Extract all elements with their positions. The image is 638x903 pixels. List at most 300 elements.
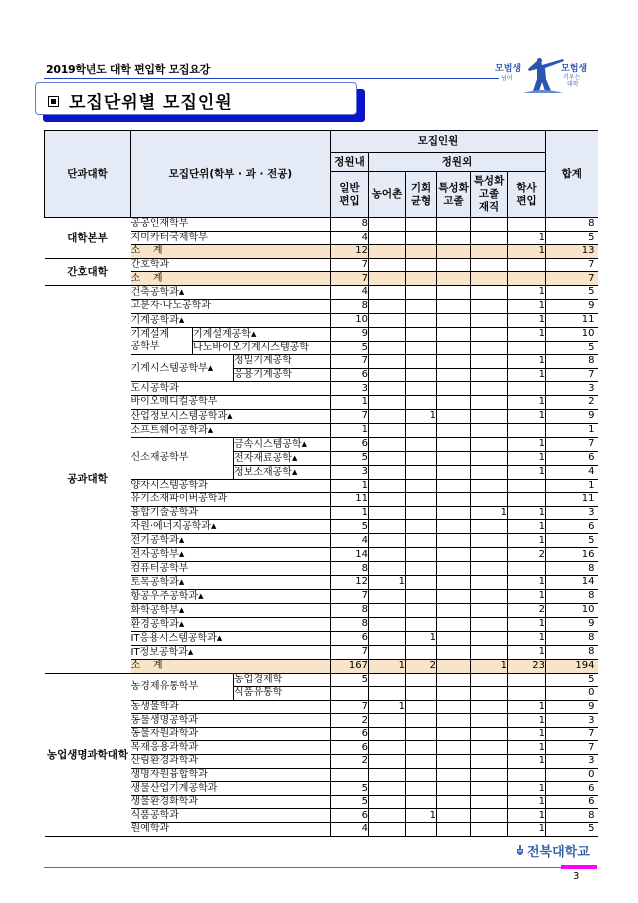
- header-special: 특성화 고졸: [437, 172, 471, 218]
- count-total: 5: [546, 285, 598, 299]
- count-bachelor: [508, 218, 546, 232]
- count-farm: 1: [369, 575, 406, 589]
- count-farm: [369, 258, 406, 272]
- count-special-work: [471, 687, 508, 701]
- document-title: 2019학년도 대학 편입학 모집요강: [46, 63, 210, 76]
- count-farm: [369, 465, 406, 479]
- unit-name: 소프트웨어공학과▲: [131, 423, 331, 437]
- count-farm: [369, 479, 406, 493]
- major-name: 정보소재공학▲: [234, 465, 331, 479]
- unit-name: 산업정보시스템공학과▲: [131, 409, 331, 423]
- count-general: 12: [331, 575, 369, 589]
- count-equal: [406, 795, 437, 809]
- count-bachelor: 1: [508, 327, 546, 341]
- count-equal: 1: [406, 631, 437, 645]
- department-group: 농경제유통학부: [131, 673, 234, 700]
- count-general: 2: [331, 714, 369, 728]
- count-total: 3: [546, 755, 598, 769]
- count-total: 7: [546, 368, 598, 382]
- count-general: 5: [331, 795, 369, 809]
- slogan-left: 모범생: [495, 64, 522, 74]
- college-name: 간호대학: [45, 258, 131, 285]
- triangle-marker-icon: ▲: [187, 647, 194, 656]
- count-bachelor: 1: [508, 589, 546, 603]
- triangle-marker-icon: ▲: [178, 536, 185, 545]
- count-equal: [406, 782, 437, 796]
- unit-name: 동물자원과학과: [131, 727, 331, 741]
- count-farm: [369, 437, 406, 451]
- count-bachelor: [508, 768, 546, 782]
- count-general: 4: [331, 823, 369, 837]
- count-general: 12: [331, 245, 369, 259]
- department-group: 신소재공학부: [131, 437, 234, 479]
- unit-name: 항공우주공학과▲: [131, 589, 331, 603]
- count-total: 7: [546, 272, 598, 286]
- university-slogan-logo: [493, 57, 593, 95]
- unit-name: 자원·에너지공학과▲: [131, 520, 331, 534]
- count-total: 16: [546, 548, 598, 562]
- unit-name: 공공인재학부: [131, 218, 331, 232]
- count-general: 5: [331, 673, 369, 687]
- unit-name: 동물생명공학과: [131, 714, 331, 728]
- unit-name: 간호학과: [131, 258, 331, 272]
- count-special: [437, 299, 471, 313]
- header-equal: 기회 균형: [406, 172, 437, 218]
- count-general: 7: [331, 409, 369, 423]
- count-equal: [406, 299, 437, 313]
- count-special: [437, 631, 471, 645]
- count-special: [437, 437, 471, 451]
- count-bachelor: 2: [508, 603, 546, 617]
- count-special-work: [471, 231, 508, 245]
- count-special-work: [471, 768, 508, 782]
- count-general: 4: [331, 534, 369, 548]
- count-total: 10: [546, 603, 598, 617]
- college-name: 대학본부: [45, 218, 131, 259]
- unit-name: 토목공학과▲: [131, 575, 331, 589]
- count-total: 6: [546, 795, 598, 809]
- count-bachelor: 2: [508, 548, 546, 562]
- count-equal: [406, 258, 437, 272]
- count-special: [437, 687, 471, 701]
- count-farm: [369, 673, 406, 687]
- table-row: [45, 285, 598, 299]
- header-inside: 정원내: [331, 153, 369, 172]
- count-total: 194: [546, 659, 598, 673]
- count-total: 4: [546, 465, 598, 479]
- count-bachelor: [508, 382, 546, 396]
- count-farm: [369, 368, 406, 382]
- count-total: 1: [546, 423, 598, 437]
- unit-name: 컴퓨터공학부: [131, 562, 331, 576]
- count-special-work: [471, 437, 508, 451]
- count-general: 6: [331, 809, 369, 823]
- svg-text:키우는: 키우는: [563, 74, 581, 81]
- count-equal: 1: [406, 409, 437, 423]
- count-bachelor: 1: [508, 368, 546, 382]
- count-total: 11: [546, 313, 598, 327]
- count-special: [437, 755, 471, 769]
- count-general: 1: [331, 395, 369, 409]
- count-equal: 2: [406, 659, 437, 673]
- count-general: 14: [331, 548, 369, 562]
- count-bachelor: 1: [508, 245, 546, 259]
- count-farm: [369, 520, 406, 534]
- count-bachelor: 23: [508, 659, 546, 673]
- unit-name: 전자공학부▲: [131, 548, 331, 562]
- count-bachelor: [508, 423, 546, 437]
- count-bachelor: 1: [508, 437, 546, 451]
- triangle-marker-icon: ▲: [178, 619, 185, 628]
- count-special-work: [471, 714, 508, 728]
- count-farm: [369, 687, 406, 701]
- count-special: [437, 231, 471, 245]
- count-bachelor: 1: [508, 313, 546, 327]
- count-general: 6: [331, 368, 369, 382]
- count-special: [437, 714, 471, 728]
- count-special: [437, 603, 471, 617]
- table-row: [45, 673, 598, 687]
- person-silhouette-icon: [523, 58, 564, 93]
- count-equal: [406, 285, 437, 299]
- count-equal: [406, 493, 437, 507]
- footer-rule: [44, 867, 597, 868]
- header-bachelor: 학사 편입: [508, 172, 546, 218]
- count-special-work: [471, 673, 508, 687]
- count-general: 7: [331, 700, 369, 714]
- count-bachelor: 1: [508, 299, 546, 313]
- count-special: [437, 727, 471, 741]
- count-equal: [406, 218, 437, 232]
- university-name: 전북대학교: [527, 845, 590, 860]
- count-special-work: [471, 741, 508, 755]
- count-special: [437, 741, 471, 755]
- count-general: 7: [331, 589, 369, 603]
- count-special-work: [471, 617, 508, 631]
- count-farm: [369, 548, 406, 562]
- count-equal: [406, 741, 437, 755]
- count-special: [437, 423, 471, 437]
- count-special: [437, 327, 471, 341]
- count-bachelor: 1: [508, 285, 546, 299]
- count-special-work: [471, 589, 508, 603]
- count-general: 8: [331, 218, 369, 232]
- count-general: 4: [331, 285, 369, 299]
- count-equal: [406, 355, 437, 369]
- count-general: 6: [331, 727, 369, 741]
- unit-name: 유기소재파이버공학과: [131, 493, 331, 507]
- count-farm: [369, 645, 406, 659]
- triangle-marker-icon: ▲: [178, 605, 185, 614]
- count-special-work: [471, 782, 508, 796]
- triangle-marker-icon: ▲: [301, 439, 308, 448]
- count-total: 7: [546, 258, 598, 272]
- count-total: 5: [546, 673, 598, 687]
- unit-name: 바이오메디컬공학부: [131, 395, 331, 409]
- unit-name: 지미카터국제학부: [131, 231, 331, 245]
- count-bachelor: 1: [508, 645, 546, 659]
- count-total: 8: [546, 589, 598, 603]
- count-special-work: [471, 465, 508, 479]
- count-special-work: [471, 479, 508, 493]
- count-farm: [369, 506, 406, 520]
- count-special: [437, 617, 471, 631]
- count-equal: [406, 272, 437, 286]
- subtotal-label: 소 계: [131, 659, 331, 673]
- count-equal: [406, 395, 437, 409]
- triangle-marker-icon: ▲: [291, 453, 298, 462]
- major-name: 나노바이오기계시스템공학: [193, 341, 331, 355]
- count-equal: [406, 645, 437, 659]
- count-special: [437, 645, 471, 659]
- svg-text:대학: 대학: [567, 81, 579, 88]
- count-equal: [406, 714, 437, 728]
- count-bachelor: [508, 687, 546, 701]
- count-farm: [369, 755, 406, 769]
- count-equal: [406, 589, 437, 603]
- count-special-work: [471, 341, 508, 355]
- count-farm: [369, 768, 406, 782]
- count-equal: [406, 727, 437, 741]
- count-equal: [406, 823, 437, 837]
- count-special-work: [471, 520, 508, 534]
- count-general: 8: [331, 562, 369, 576]
- count-bachelor: 1: [508, 395, 546, 409]
- count-total: 9: [546, 299, 598, 313]
- count-equal: [406, 479, 437, 493]
- header-outside: 정원외: [369, 153, 546, 172]
- count-equal: [406, 437, 437, 451]
- count-total: 8: [546, 809, 598, 823]
- count-special: [437, 782, 471, 796]
- count-special-work: [471, 368, 508, 382]
- department-group: 기계시스템공학부▲: [131, 355, 234, 382]
- count-special-work: [471, 631, 508, 645]
- count-general: 1: [331, 506, 369, 520]
- count-special: [437, 534, 471, 548]
- unit-name: 목재응용과학과: [131, 741, 331, 755]
- count-special: [437, 409, 471, 423]
- count-bachelor: 1: [508, 631, 546, 645]
- count-equal: 1: [406, 809, 437, 823]
- count-special-work: [471, 755, 508, 769]
- unit-name: 기계공학과▲: [131, 313, 331, 327]
- count-farm: [369, 782, 406, 796]
- count-special-work: [471, 809, 508, 823]
- count-general: 8: [331, 617, 369, 631]
- count-bachelor: 1: [508, 575, 546, 589]
- count-equal: [406, 700, 437, 714]
- section-title-box: [35, 82, 357, 115]
- footer-accent-bar: [561, 865, 597, 869]
- count-special: [437, 313, 471, 327]
- recruitment-table: [44, 130, 598, 837]
- count-bachelor: 1: [508, 809, 546, 823]
- count-general: 9: [331, 327, 369, 341]
- university-logo: [516, 841, 590, 860]
- count-special: [437, 368, 471, 382]
- count-general: 7: [331, 355, 369, 369]
- count-equal: [406, 562, 437, 576]
- count-general: 7: [331, 272, 369, 286]
- header-general: 일반 편입: [331, 172, 369, 218]
- university-emblem-icon: [516, 845, 524, 857]
- count-bachelor: [508, 562, 546, 576]
- header-rule: [44, 78, 499, 79]
- count-total: 7: [546, 437, 598, 451]
- count-special: [437, 258, 471, 272]
- count-special: [437, 562, 471, 576]
- count-equal: [406, 341, 437, 355]
- triangle-marker-icon: ▲: [198, 591, 204, 600]
- count-total: 8: [546, 562, 598, 576]
- unit-name: 식품공학과: [131, 809, 331, 823]
- count-special-work: [471, 823, 508, 837]
- count-farm: [369, 423, 406, 437]
- count-farm: [369, 451, 406, 465]
- count-special-work: [471, 423, 508, 437]
- count-farm: [369, 341, 406, 355]
- count-special: [437, 795, 471, 809]
- count-farm: [369, 395, 406, 409]
- table-row: [45, 218, 598, 232]
- count-general: 4: [331, 231, 369, 245]
- count-special-work: [471, 285, 508, 299]
- unit-name: 전기공학과▲: [131, 534, 331, 548]
- count-special: [437, 700, 471, 714]
- count-total: 11: [546, 493, 598, 507]
- count-equal: [406, 245, 437, 259]
- count-equal: [406, 603, 437, 617]
- count-bachelor: 1: [508, 727, 546, 741]
- unit-name: 건축공학과▲: [131, 285, 331, 299]
- count-special-work: [471, 299, 508, 313]
- unit-name: 양자시스템공학과: [131, 479, 331, 493]
- unit-name: 생물산업기계공학과: [131, 782, 331, 796]
- slogan-right: 모험생: [561, 64, 588, 74]
- count-farm: [369, 741, 406, 755]
- unit-name: 고분자·나노공학과: [131, 299, 331, 313]
- triangle-marker-icon: ▲: [227, 411, 233, 420]
- major-name: 정밀기계공학: [234, 355, 331, 369]
- count-equal: [406, 617, 437, 631]
- unit-name: 화학공학부▲: [131, 603, 331, 617]
- count-total: 3: [546, 714, 598, 728]
- count-equal: [406, 687, 437, 701]
- count-special-work: [471, 355, 508, 369]
- count-farm: [369, 809, 406, 823]
- count-general: 6: [331, 631, 369, 645]
- count-total: 8: [546, 218, 598, 232]
- header-recruit: 모집인원: [331, 131, 546, 153]
- header-total: 합계: [546, 131, 598, 218]
- count-total: 0: [546, 768, 598, 782]
- count-farm: [369, 534, 406, 548]
- count-special: [437, 575, 471, 589]
- count-total: 0: [546, 687, 598, 701]
- count-farm: [369, 218, 406, 232]
- count-bachelor: 1: [508, 451, 546, 465]
- count-farm: [369, 562, 406, 576]
- count-general: 11: [331, 493, 369, 507]
- count-farm: [369, 272, 406, 286]
- count-total: 9: [546, 700, 598, 714]
- count-farm: [369, 285, 406, 299]
- triangle-marker-icon: ▲: [178, 550, 185, 559]
- count-special-work: [471, 327, 508, 341]
- count-special: [437, 465, 471, 479]
- count-special: [437, 520, 471, 534]
- count-special: [437, 451, 471, 465]
- count-farm: [369, 299, 406, 313]
- count-special-work: [471, 727, 508, 741]
- count-special: [437, 218, 471, 232]
- subtotal-label: 소 계: [131, 245, 331, 259]
- count-special-work: 1: [471, 506, 508, 520]
- count-total: 5: [546, 534, 598, 548]
- count-special: [437, 548, 471, 562]
- count-bachelor: 1: [508, 534, 546, 548]
- count-special-work: 1: [471, 659, 508, 673]
- count-bachelor: 1: [508, 355, 546, 369]
- count-total: 8: [546, 355, 598, 369]
- count-equal: [406, 382, 437, 396]
- count-bachelor: [508, 272, 546, 286]
- count-total: 3: [546, 506, 598, 520]
- major-name: 기계설계공학▲: [193, 327, 331, 341]
- count-general: 5: [331, 341, 369, 355]
- triangle-marker-icon: ▲: [207, 425, 214, 434]
- count-special: [437, 809, 471, 823]
- count-special: [437, 493, 471, 507]
- count-farm: [369, 617, 406, 631]
- count-total: 8: [546, 631, 598, 645]
- count-farm: [369, 631, 406, 645]
- count-special: [437, 341, 471, 355]
- unit-name: 도시공학과: [131, 382, 331, 396]
- count-general: 5: [331, 782, 369, 796]
- count-special-work: [471, 395, 508, 409]
- count-special-work: [471, 382, 508, 396]
- count-farm: [369, 589, 406, 603]
- count-special: [437, 355, 471, 369]
- count-special: [437, 768, 471, 782]
- count-total: 10: [546, 327, 598, 341]
- count-total: 5: [546, 231, 598, 245]
- unit-name: 융합기술공학과: [131, 506, 331, 520]
- triangle-marker-icon: ▲: [216, 633, 223, 642]
- count-farm: [369, 714, 406, 728]
- count-equal: [406, 327, 437, 341]
- header-college: 단과대학: [45, 131, 131, 218]
- count-special-work: [471, 575, 508, 589]
- college-name: 농업생명과학대학: [45, 673, 131, 836]
- count-special-work: [471, 534, 508, 548]
- count-bachelor: 1: [508, 409, 546, 423]
- count-special: [437, 823, 471, 837]
- unit-name: IT정보공학과▲: [131, 645, 331, 659]
- count-bachelor: 1: [508, 741, 546, 755]
- triangle-marker-icon: ▲: [178, 577, 185, 586]
- count-farm: [369, 493, 406, 507]
- count-equal: [406, 465, 437, 479]
- triangle-marker-icon: ▲: [207, 363, 214, 372]
- header-farm: 농어촌: [369, 172, 406, 218]
- count-general: 6: [331, 437, 369, 451]
- count-farm: [369, 245, 406, 259]
- count-special: [437, 659, 471, 673]
- count-farm: [369, 355, 406, 369]
